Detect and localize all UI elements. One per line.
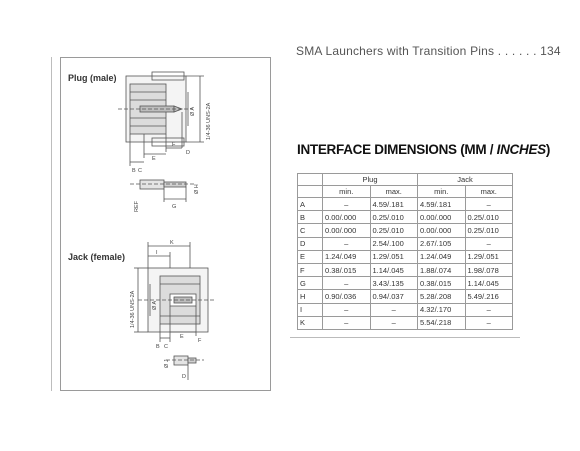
jack-label-thread: 1/4-36 UNS-2A [130, 290, 136, 328]
table-cell: 2.54/.100 [370, 237, 418, 250]
jack-pin-detail-shaft [188, 358, 196, 363]
table-cell: 0.25/.010 [465, 211, 513, 224]
jack-pin-detail-body [174, 356, 188, 365]
row-key: F [298, 263, 323, 276]
jack-label-e: E [180, 334, 184, 340]
group-header-plug: Plug [323, 174, 418, 186]
interface-dimensions-table [297, 173, 513, 330]
table-cell: 0.38/.015 [418, 277, 466, 290]
table-cell: 0.00/.000 [418, 211, 466, 224]
col-header-plug-max: max. [370, 186, 418, 198]
table-cell: 1.24/.049 [323, 250, 371, 263]
row-key: A [298, 198, 323, 211]
jack-drawing [126, 238, 226, 388]
table-cell: 0.38/.015 [323, 263, 371, 276]
table-cell: – [323, 277, 371, 290]
table-cell: – [465, 237, 513, 250]
table-row [298, 277, 513, 290]
col-header-plug-min: min. [323, 186, 371, 198]
table-row [298, 198, 513, 211]
title-main: INTERFACE DIMENSIONS (MM / [297, 142, 497, 157]
table-cell: 3.43/.135 [370, 277, 418, 290]
title-italic: INCHES [496, 142, 546, 157]
plug-label-f: F [172, 142, 176, 148]
plug-label-thread: 1/4-36 UNS-2A [206, 102, 212, 140]
jack-label-a: Ø A [152, 300, 158, 310]
jack-label-c: C [164, 344, 168, 350]
table-cell: 0.25/.010 [465, 224, 513, 237]
row-key: D [298, 237, 323, 250]
title-end: ) [545, 142, 551, 157]
table-cell: 1.88/.074 [418, 263, 466, 276]
jack-label-d: D [182, 374, 186, 380]
table-body [298, 198, 513, 330]
plug-label: Plug (male) [68, 73, 117, 83]
col-header-jack-max: max. [465, 186, 513, 198]
row-key: E [298, 250, 323, 263]
table-cell: – [465, 303, 513, 316]
table-cell: 1.14/.045 [370, 263, 418, 276]
plug-pin-detail-shaft [164, 182, 186, 187]
row-key: C [298, 224, 323, 237]
table-column-header-row [298, 186, 513, 198]
table-cell: 5.49/.216 [465, 290, 513, 303]
table-cell: 0.00/.000 [323, 224, 371, 237]
plug-pin-detail-body [140, 180, 164, 189]
table-row [298, 211, 513, 224]
table-row [298, 263, 513, 276]
table-corner [298, 174, 323, 186]
table-cell: – [465, 316, 513, 329]
table-cell: – [323, 198, 371, 211]
table-cell: 5.54/.218 [418, 316, 466, 329]
plug-label-a: Ø A [190, 106, 196, 116]
table-bottom-rule [290, 337, 520, 338]
plug-label-b: B [132, 168, 136, 174]
jack-label-i: I [156, 250, 158, 256]
plug-drawing [100, 62, 220, 217]
table-cell: 0.00/.000 [418, 224, 466, 237]
table-corner-2 [298, 186, 323, 198]
table-cell: 1.98/.078 [465, 263, 513, 276]
table-cell: – [323, 237, 371, 250]
row-key: K [298, 316, 323, 329]
table-row [298, 250, 513, 263]
jack-label-k: K [170, 240, 174, 246]
table-row [298, 224, 513, 237]
margin-rule [51, 57, 52, 391]
row-key: I [298, 303, 323, 316]
table-cell: 1.29/.051 [465, 250, 513, 263]
table-cell: 0.25/.010 [370, 211, 418, 224]
plug-label-c: C [138, 168, 142, 174]
table-cell: 4.59/.181 [370, 198, 418, 211]
table-cell: 2.67/.105 [418, 237, 466, 250]
plug-label-h: Ø H [194, 184, 200, 194]
jack-label-f: F [198, 338, 202, 344]
page-reference: SMA Launchers with Transition Pins . . . . . . 134 [296, 44, 561, 58]
table-cell: – [323, 316, 371, 329]
table-cell: – [370, 316, 418, 329]
table-cell: – [465, 198, 513, 211]
table-row [298, 303, 513, 316]
jack-label-j: Ø J [164, 359, 170, 368]
row-key: B [298, 211, 323, 224]
jack-label: Jack (female) [68, 252, 126, 262]
plug-label-d: D [186, 150, 190, 156]
table-cell: 0.90/.036 [323, 290, 371, 303]
col-header-jack-min: min. [418, 186, 466, 198]
section-title [297, 142, 550, 157]
table-row [298, 316, 513, 329]
row-key: H [298, 290, 323, 303]
table-cell: 0.25/.010 [370, 224, 418, 237]
plug-label-g: G [172, 204, 177, 210]
table-cell: 0.94/.037 [370, 290, 418, 303]
table-cell: 0.00/.000 [323, 211, 371, 224]
plug-label-e: E [152, 156, 156, 162]
table-cell: – [323, 303, 371, 316]
table-cell: 4.59/.181 [418, 198, 466, 211]
table-row [298, 237, 513, 250]
table-cell: 1.29/.051 [370, 250, 418, 263]
group-header-jack: Jack [418, 174, 513, 186]
plug-label-ref: REF [134, 201, 140, 212]
table-group-header-row [298, 174, 513, 186]
table-cell: – [370, 303, 418, 316]
table-cell: 4.32/.170 [418, 303, 466, 316]
row-key: G [298, 277, 323, 290]
table-cell: 1.24/.049 [418, 250, 466, 263]
table-cell: 1.14/.045 [465, 277, 513, 290]
jack-label-b: B [156, 344, 160, 350]
table-cell: 5.28/.208 [418, 290, 466, 303]
table-row [298, 290, 513, 303]
